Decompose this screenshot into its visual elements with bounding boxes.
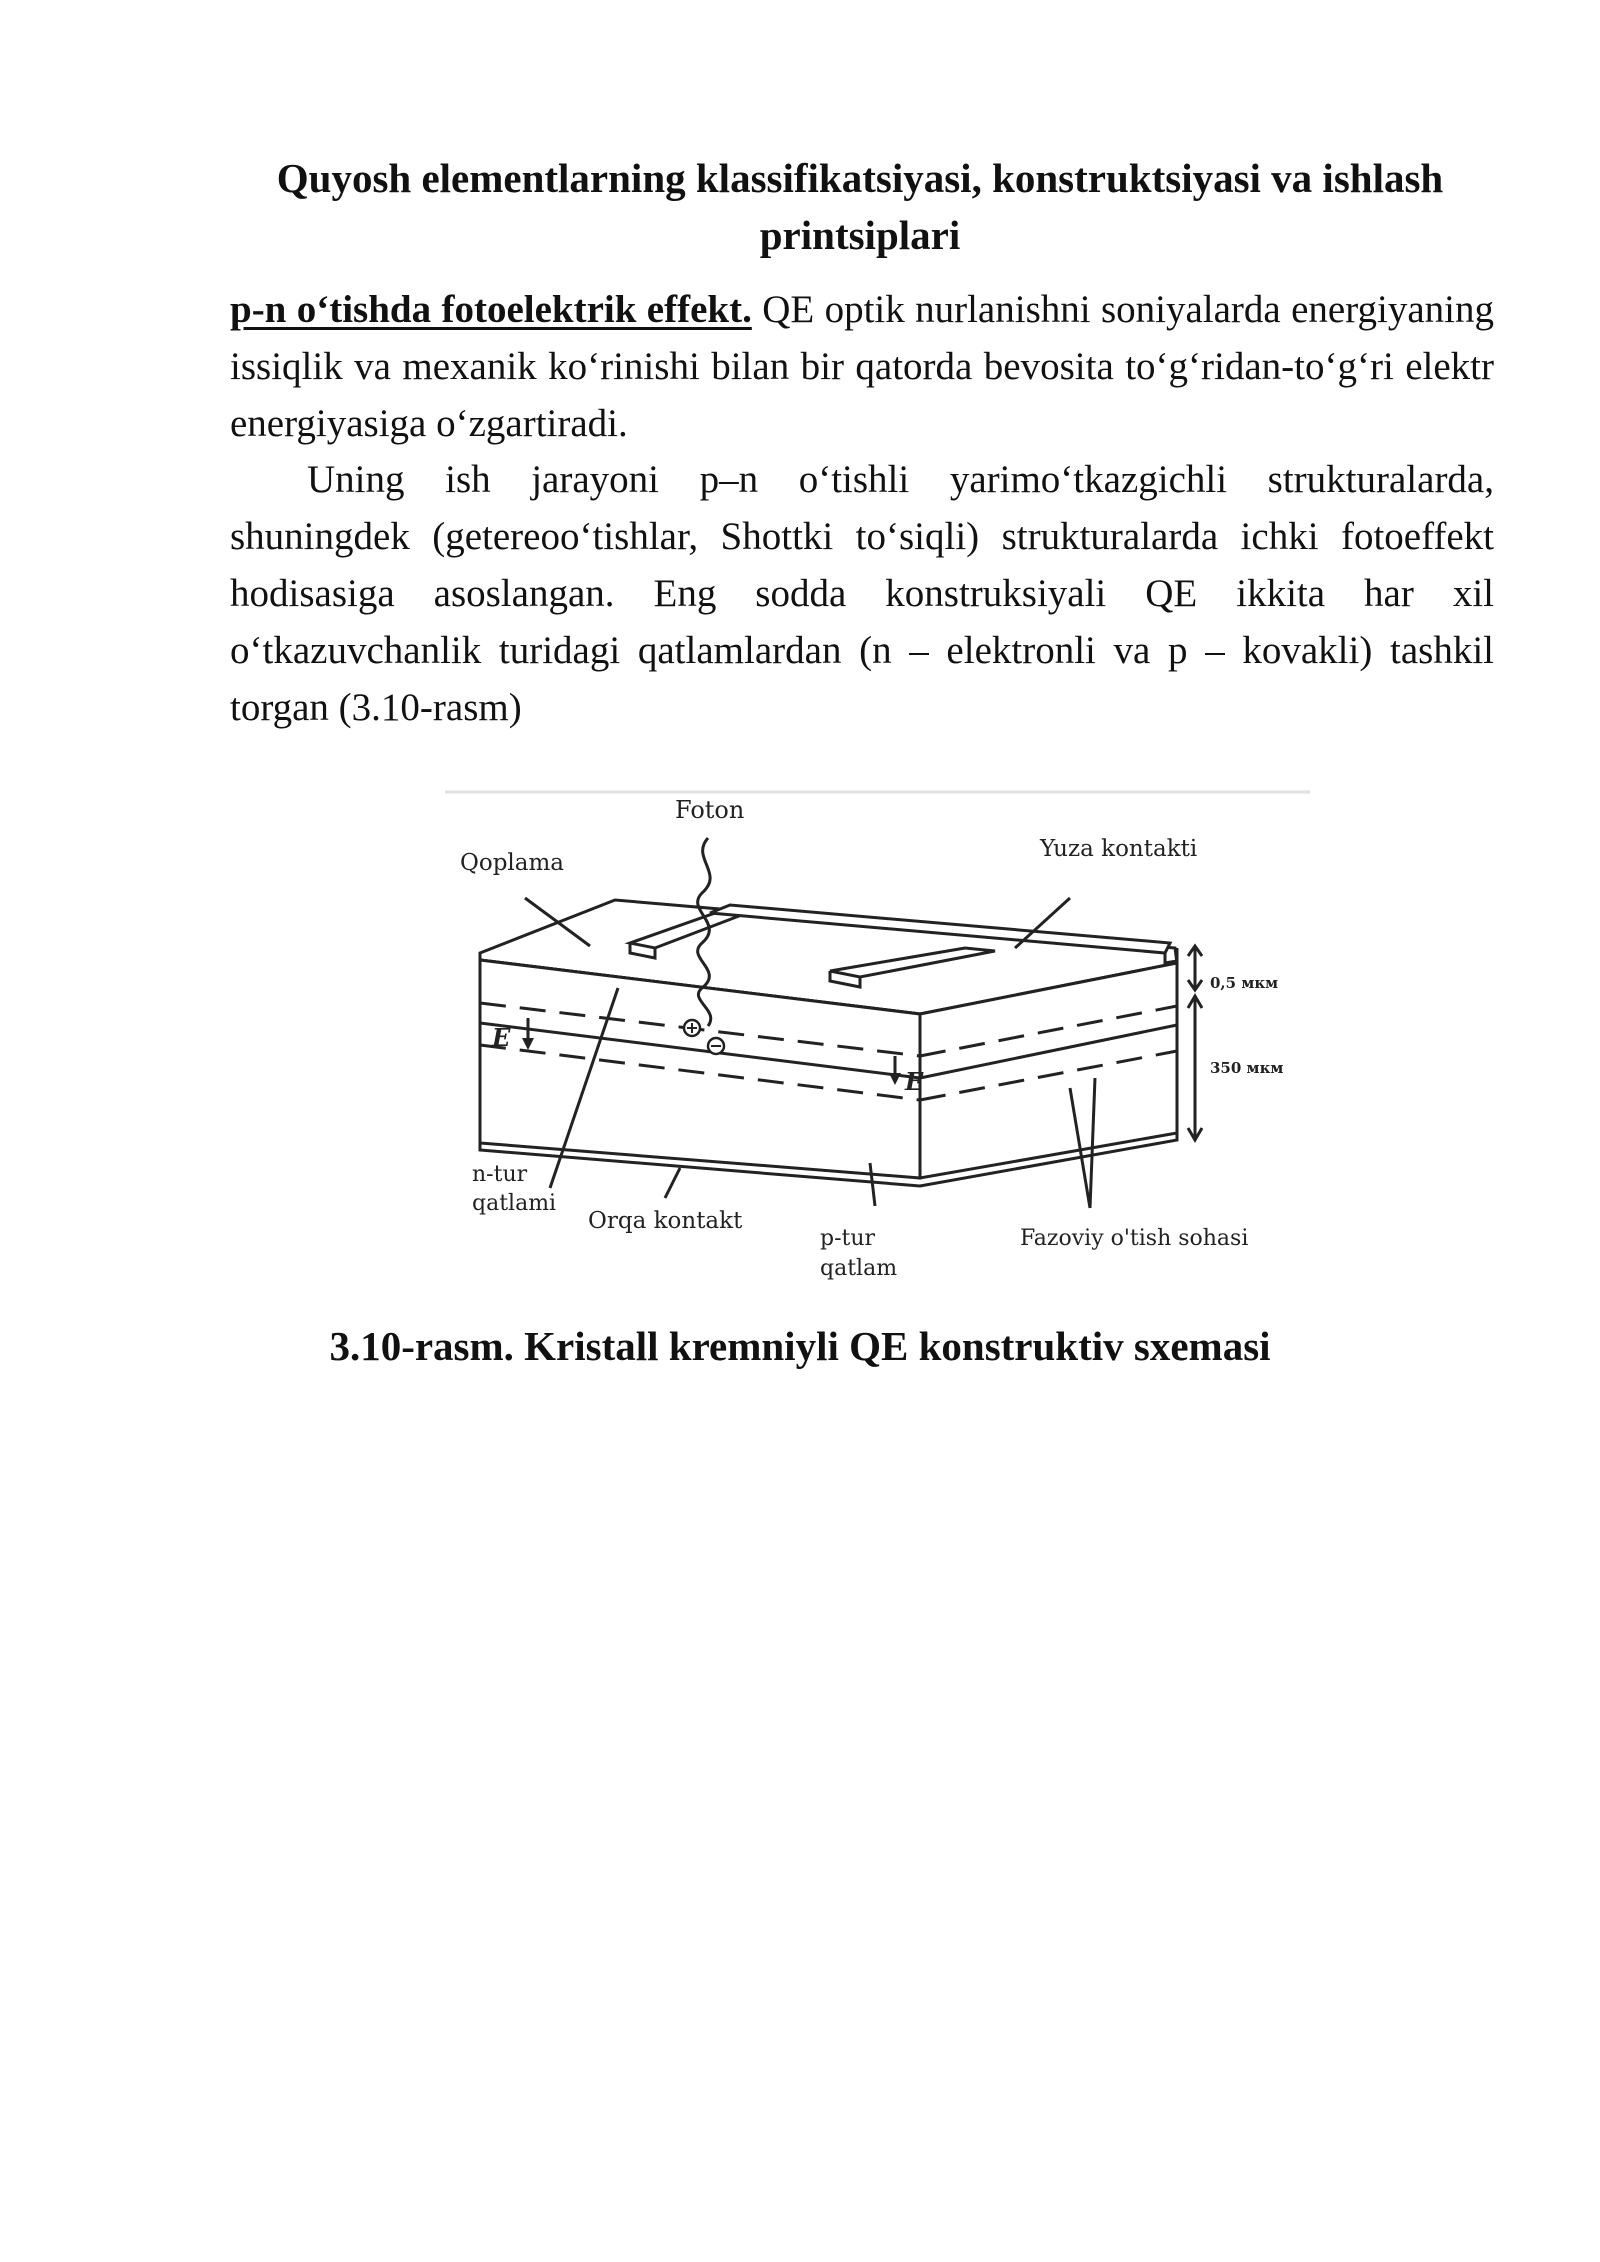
label-yuza-kontakti: Yuza kontakti [1040, 836, 1198, 862]
label-thickness-top: 0,5 мкм [1210, 974, 1279, 992]
label-e-right: E [905, 1067, 924, 1096]
label-fazoviy: Fazoviy o'tish sohasi [1020, 1226, 1249, 1251]
label-n-tur-line2: qatlami [472, 1191, 557, 1216]
label-foton: Foton [675, 796, 745, 824]
label-qoplama: Qoplama [460, 850, 565, 876]
paragraph-1-text: QE optik nurlanishni soniyalarda energiyaning issiqlik va mexanik ko‘rinishi bilan bir qatorda bevosita to‘g‘ridan-to‘g‘ri elektr energiyasiga o‘zgartiradi. [230, 288, 1494, 445]
label-orqa-kontakt: Orqa kontakt [588, 1208, 743, 1234]
label-p-tur-line2: qatlam [820, 1256, 898, 1281]
label-p-tur-line1: p-tur [820, 1226, 876, 1251]
solar-cell-svg [440, 788, 1320, 1298]
label-thickness-bottom: 350 мкм [1210, 1059, 1284, 1077]
paragraph-1 [230, 281, 1494, 452]
page-title: Quyosh elementlarning klassifikatsiyasi, konstruktsiyasi va ishlash printsiplari [276, 155, 1444, 258]
label-n-tur-line1: n-tur [472, 1162, 528, 1187]
paragraph-1-lead: p-n o‘tishda fotoelektrik effekt. [230, 288, 752, 331]
solar-cell-diagram [440, 788, 1320, 1298]
figure-caption: 3.10-rasm. Kristall kremniyli QE konstruktiv sxemasi [329, 1323, 1271, 1369]
label-e-left: E [492, 1023, 511, 1052]
paragraph-2: Uning ish jarayoni p–n o‘tishli yarimo‘tkazgichli strukturalarda, shuningdek (getereoo‘tishlar, Shottki to‘siqli) strukturalarda ichki fotoeffekt hodisasiga asoslangan. Eng sodda konstruksiyali QE ikkita har xil o‘tkazuvchanlik turidagi qatlamlardan (n – elektronli va p – kovakli) tashkil torgan (3.10-rasm) [230, 458, 1494, 729]
